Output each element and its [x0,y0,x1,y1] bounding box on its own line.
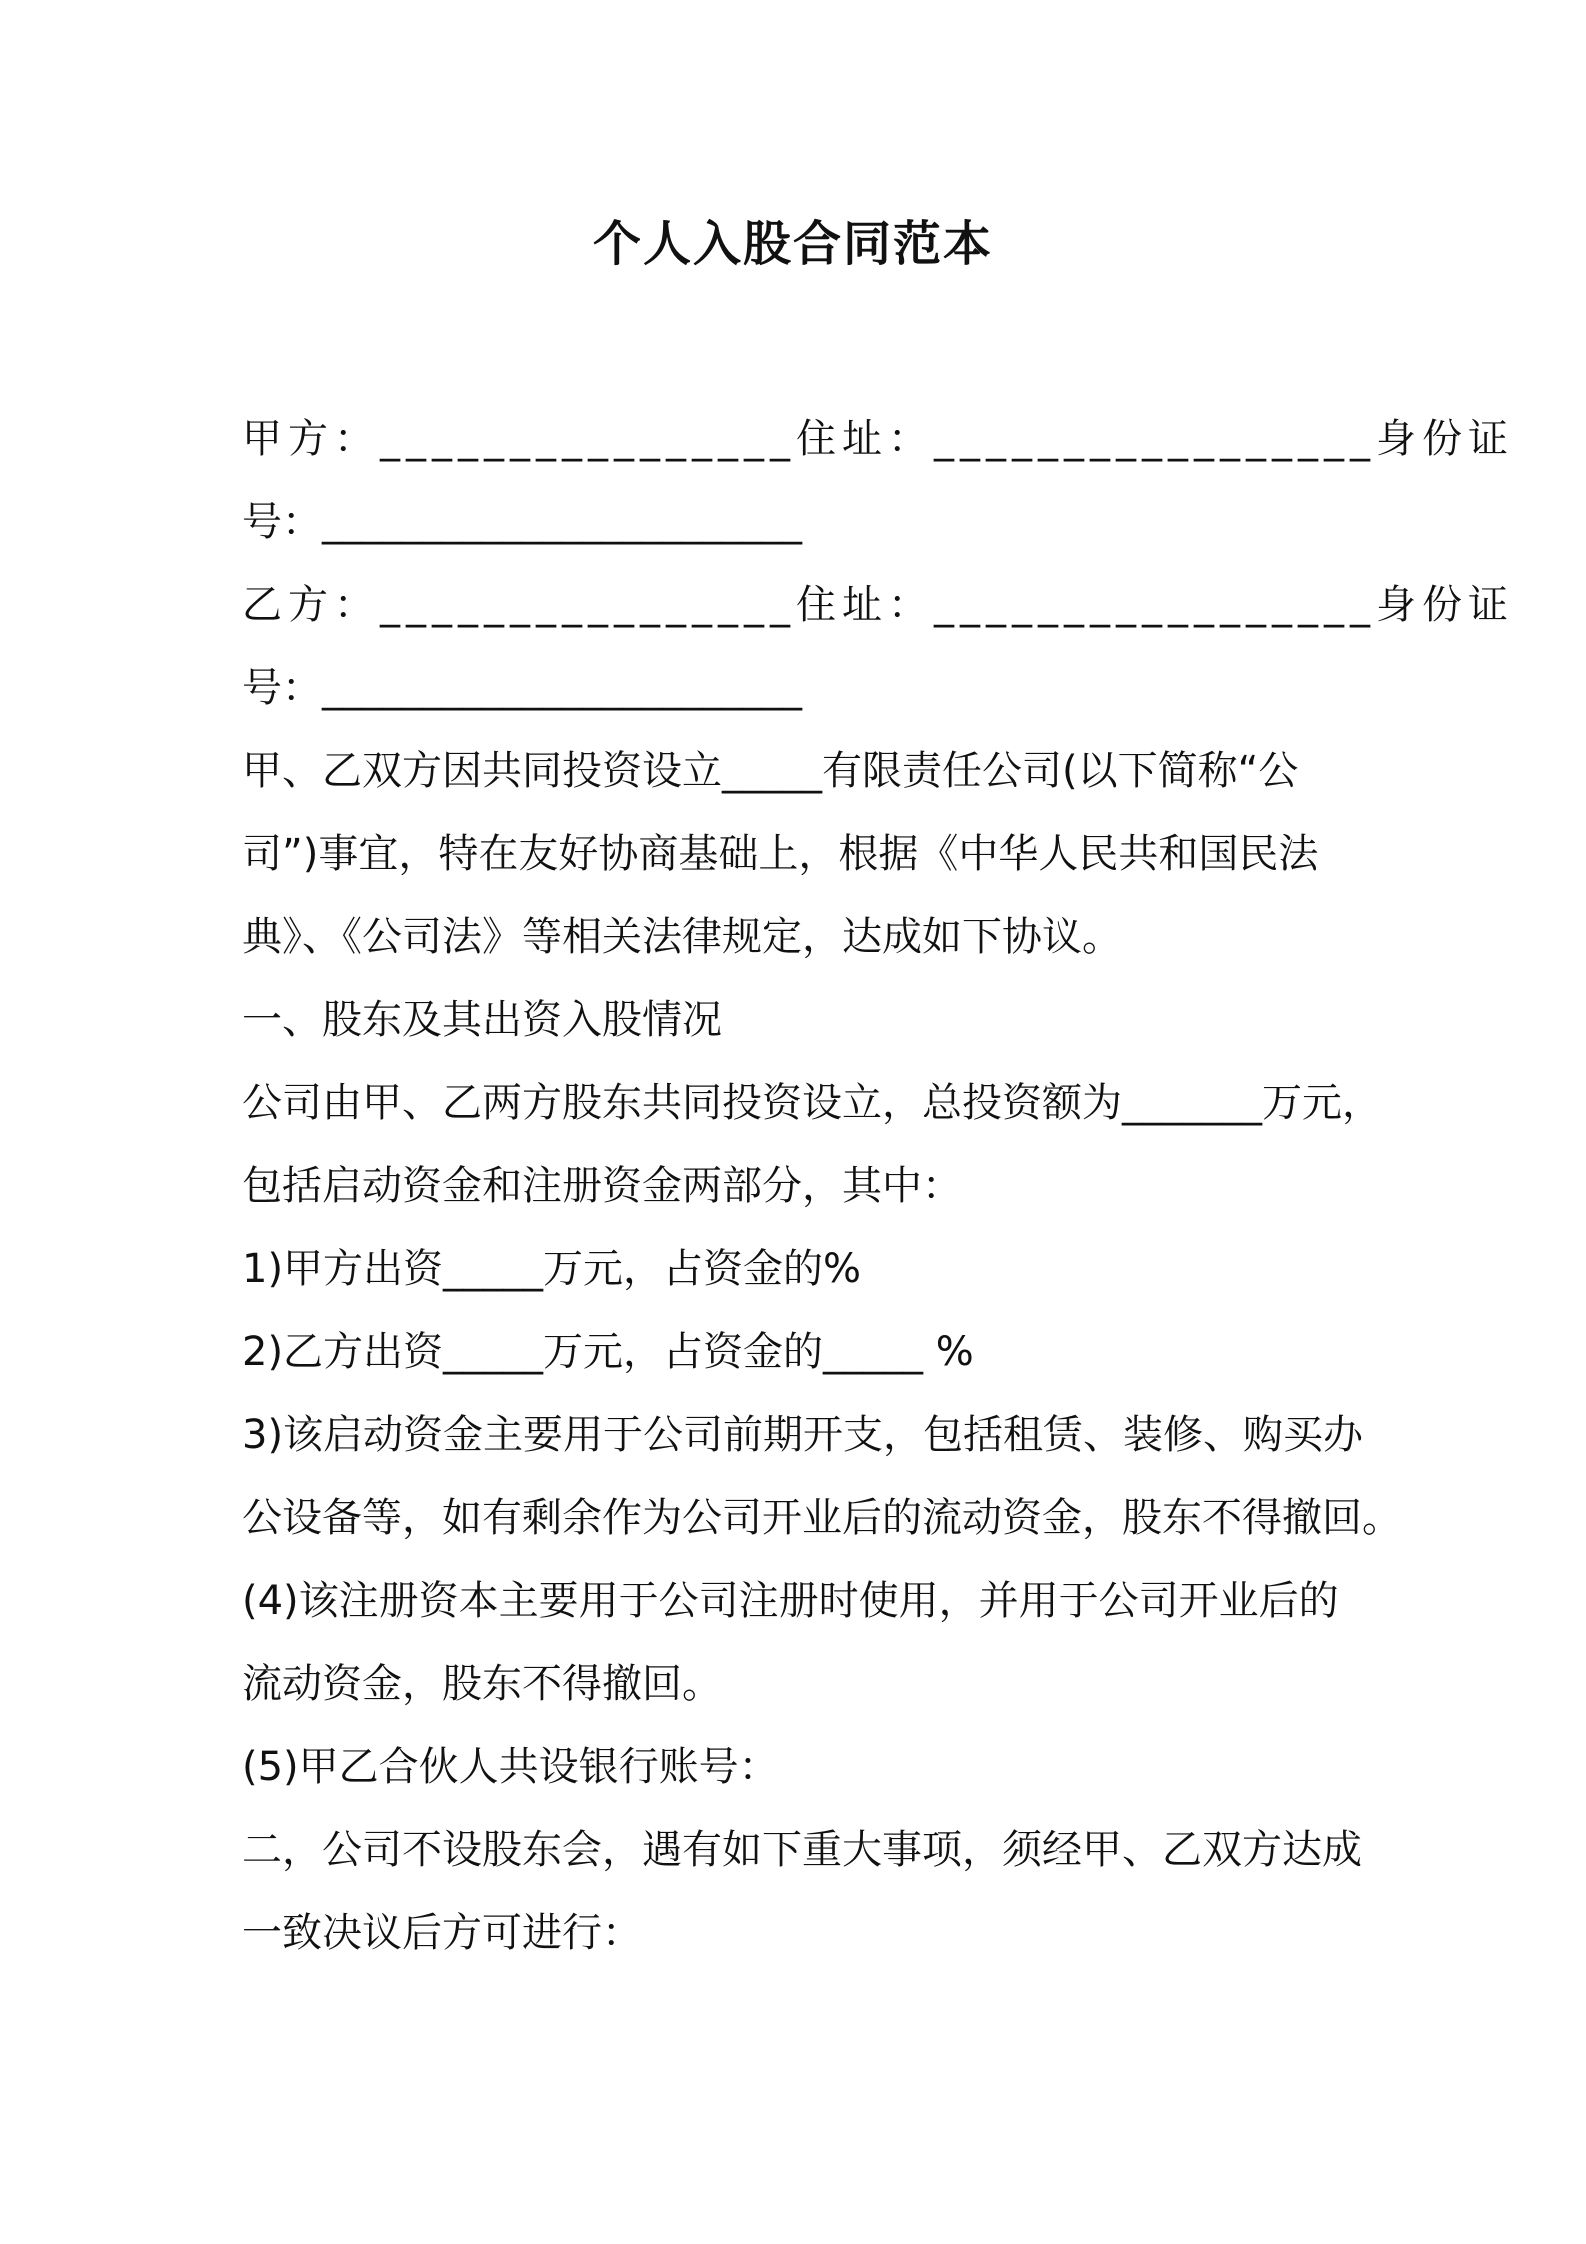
party-b-address-label: 住址： [796,582,934,628]
section-heading-continuation: 一致决议后方可进行： [242,1910,642,1956]
party-a-line-2: 号：________________________ [242,499,802,545]
document-title: 个人入股合同范本 [592,216,993,272]
party-a-name-blank: ________________ [380,416,796,462]
list-item: 1)甲方出资_____万元，占资金的% [242,1246,862,1292]
document-body [242,398,1514,1975]
party-b-id-label: 身份证 [1376,582,1514,628]
section-heading: 一、股东及其出资入股情况 [242,997,722,1043]
party-a-id-label: 身份证 [1376,416,1514,462]
list-item: 2)乙方出资_____万元，占资金的_____ % [242,1329,974,1375]
party-a-address-blank: _________________ [934,416,1376,462]
party-a-label: 甲方： [242,416,380,462]
list-item: (4)该注册资本主要用于公司注册时使用，并用于公司开业后的 [242,1578,1339,1624]
party-b-line-1 [242,564,1514,647]
party-a-line-1 [242,398,1514,481]
party-b-line-2: 号：________________________ [242,665,802,711]
paragraph-line: 典》、《公司法》等相关法律规定，达成如下协议。 [242,914,1122,960]
paragraph-line: 包括启动资金和注册资金两部分，其中： [242,1163,962,1209]
list-item: (5)甲乙合伙人共设银行账号： [242,1744,779,1790]
paragraph-line: 司”)事宜，特在友好协商基础上，根据《中华人民共和国民法 [242,831,1319,877]
list-item-continuation: 公设备等，如有剩余作为公司开业后的流动资金，股东不得撤回。 [242,1495,1402,1541]
party-a-address-label: 住址： [796,416,934,462]
party-b-name-blank: ________________ [380,582,796,628]
list-item-continuation: 流动资金，股东不得撤回。 [242,1661,722,1707]
party-b-label: 乙方： [242,582,380,628]
paragraph-line: 公司由甲、乙两方股东共同投资设立，总投资额为_______万元， [242,1080,1382,1126]
party-b-address-blank: _________________ [934,582,1376,628]
paragraph-line: 甲、乙双方因共同投资设立_____有限责任公司(以下简称“公 [242,748,1299,794]
section-heading: 二，公司不设股东会，遇有如下重大事项，须经甲、乙双方达成 [242,1827,1362,1873]
list-item: 3)该启动资金主要用于公司前期开支，包括租赁、装修、购买办 [242,1412,1364,1458]
